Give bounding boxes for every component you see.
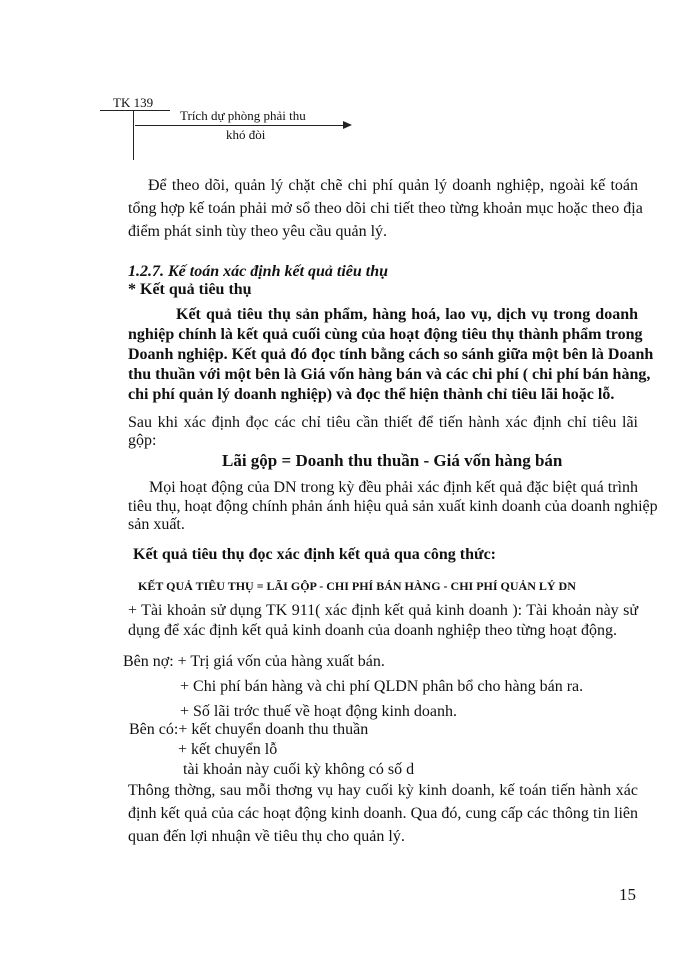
paragraph-line: chi phí quản lý doanh nghiệp) và đọc thể hiện thành chỉ tiêu lãi hoặc lỗ. [128, 386, 615, 403]
diagram-line-vertical [133, 110, 134, 160]
credit-note: tài khoản này cuối kỳ không có số d [183, 761, 415, 778]
paragraph-line: định kết quả của các hoạt động kinh doanh. Qua đó, cung cấp các thông tin liên [128, 805, 638, 822]
paragraph-line: tổng hợp kế toán phải mở sổ theo dõi chi tiết theo từng khoản mục hoặc theo địa [128, 200, 643, 217]
paragraph-line: tiêu thụ, hoạt động chính phản ánh hiệu quả sản xuất kinh doanh của doanh nghiệp [128, 498, 658, 515]
paragraph-line: quan đến lợi nhuận về tiêu thụ cho quản lý. [128, 828, 405, 845]
page-number: 15 [619, 885, 636, 904]
paragraph-line: Mọi hoạt động của DN trong kỳ đều phải xác định kết quả đặc biệt quá trình [149, 479, 638, 496]
paragraph-line: + Tài khoản sử dụng TK 911( xác định kết quả kinh doanh ): Tài khoản này sử [128, 602, 638, 619]
paragraph-line: gộp: [128, 432, 157, 449]
formula-sales-result: KẾT QUẢ TIÊU THỤ = LÃI GỘP - CHI PHÍ BÁN HÀNG - CHI PHÍ QUẢN LÝ DN [138, 579, 576, 593]
paragraph-line: thu thuần với một bên là Giá vốn hàng bán và các chi phí ( chi phí bán hàng, [128, 366, 651, 383]
section-heading: 1.2.7. Kế toán xác định kết quả tiêu thụ [128, 263, 389, 280]
diagram-label-line2: khó đòi [226, 127, 266, 142]
paragraph-line: Để theo dõi, quản lý chặt chẽ chi phí quản lý doanh nghiệp, ngoài kế toán [148, 177, 638, 194]
credit-item: + kết chuyển lỗ [178, 741, 278, 758]
diagram-account-label: TK 139 [113, 95, 154, 110]
diagram-arrowhead [343, 121, 352, 129]
paragraph-line: Doanh nghiệp. Kết quả đó đọc tính bằng cách so sánh giữa một bên là Doanh [128, 346, 654, 363]
formula-gross-profit: Lãi gộp = Doanh thu thuần - Giá vốn hàng bán [222, 451, 563, 470]
debit-item: + Số lãi trớc thuế về hoạt động kinh doanh. [180, 703, 457, 720]
paragraph-line: Kết quả tiêu thụ sản phẩm, hàng hoá, lao vụ, dịch vụ trong doanh [176, 306, 638, 323]
subheading: * Kết quả tiêu thụ [128, 281, 252, 298]
diagram-label-line1: Trích dự phòng phải thu [180, 108, 306, 123]
paragraph-line: Thông thờng, sau mỗi thơng vụ hay cuối kỳ kinh doanh, kế toán tiến hành xác [128, 782, 638, 799]
paragraph-line: nghiệp chính là kết quả cuối cùng của hoạt động tiêu thụ thành phẩm trong [128, 326, 643, 343]
formula-intro: Kết quả tiêu thụ đọc xác định kết quả qua công thức: [133, 546, 496, 563]
paragraph-line: điểm phát sinh tùy theo yêu cầu quản lý. [128, 223, 388, 240]
debit-item: + Chi phí bán hàng và chi phí QLDN phân bổ cho hàng bán ra. [180, 678, 584, 695]
credit-label: Bên có:+ kết chuyển doanh thu thuần [129, 721, 369, 738]
paragraph-line: sản xuất. [128, 516, 185, 533]
paragraph-line: dụng để xác định kết quả kinh doanh của doanh nghiệp theo từng hoạt động. [128, 622, 618, 639]
paragraph-line: Sau khi xác định đọc các chỉ tiêu cần thiết để tiến hành xác định chỉ tiêu lãi [128, 414, 638, 431]
diagram-arrow-line [135, 125, 347, 126]
debit-label: Bên nợ: + Trị giá vốn của hàng xuất bán. [123, 653, 385, 670]
